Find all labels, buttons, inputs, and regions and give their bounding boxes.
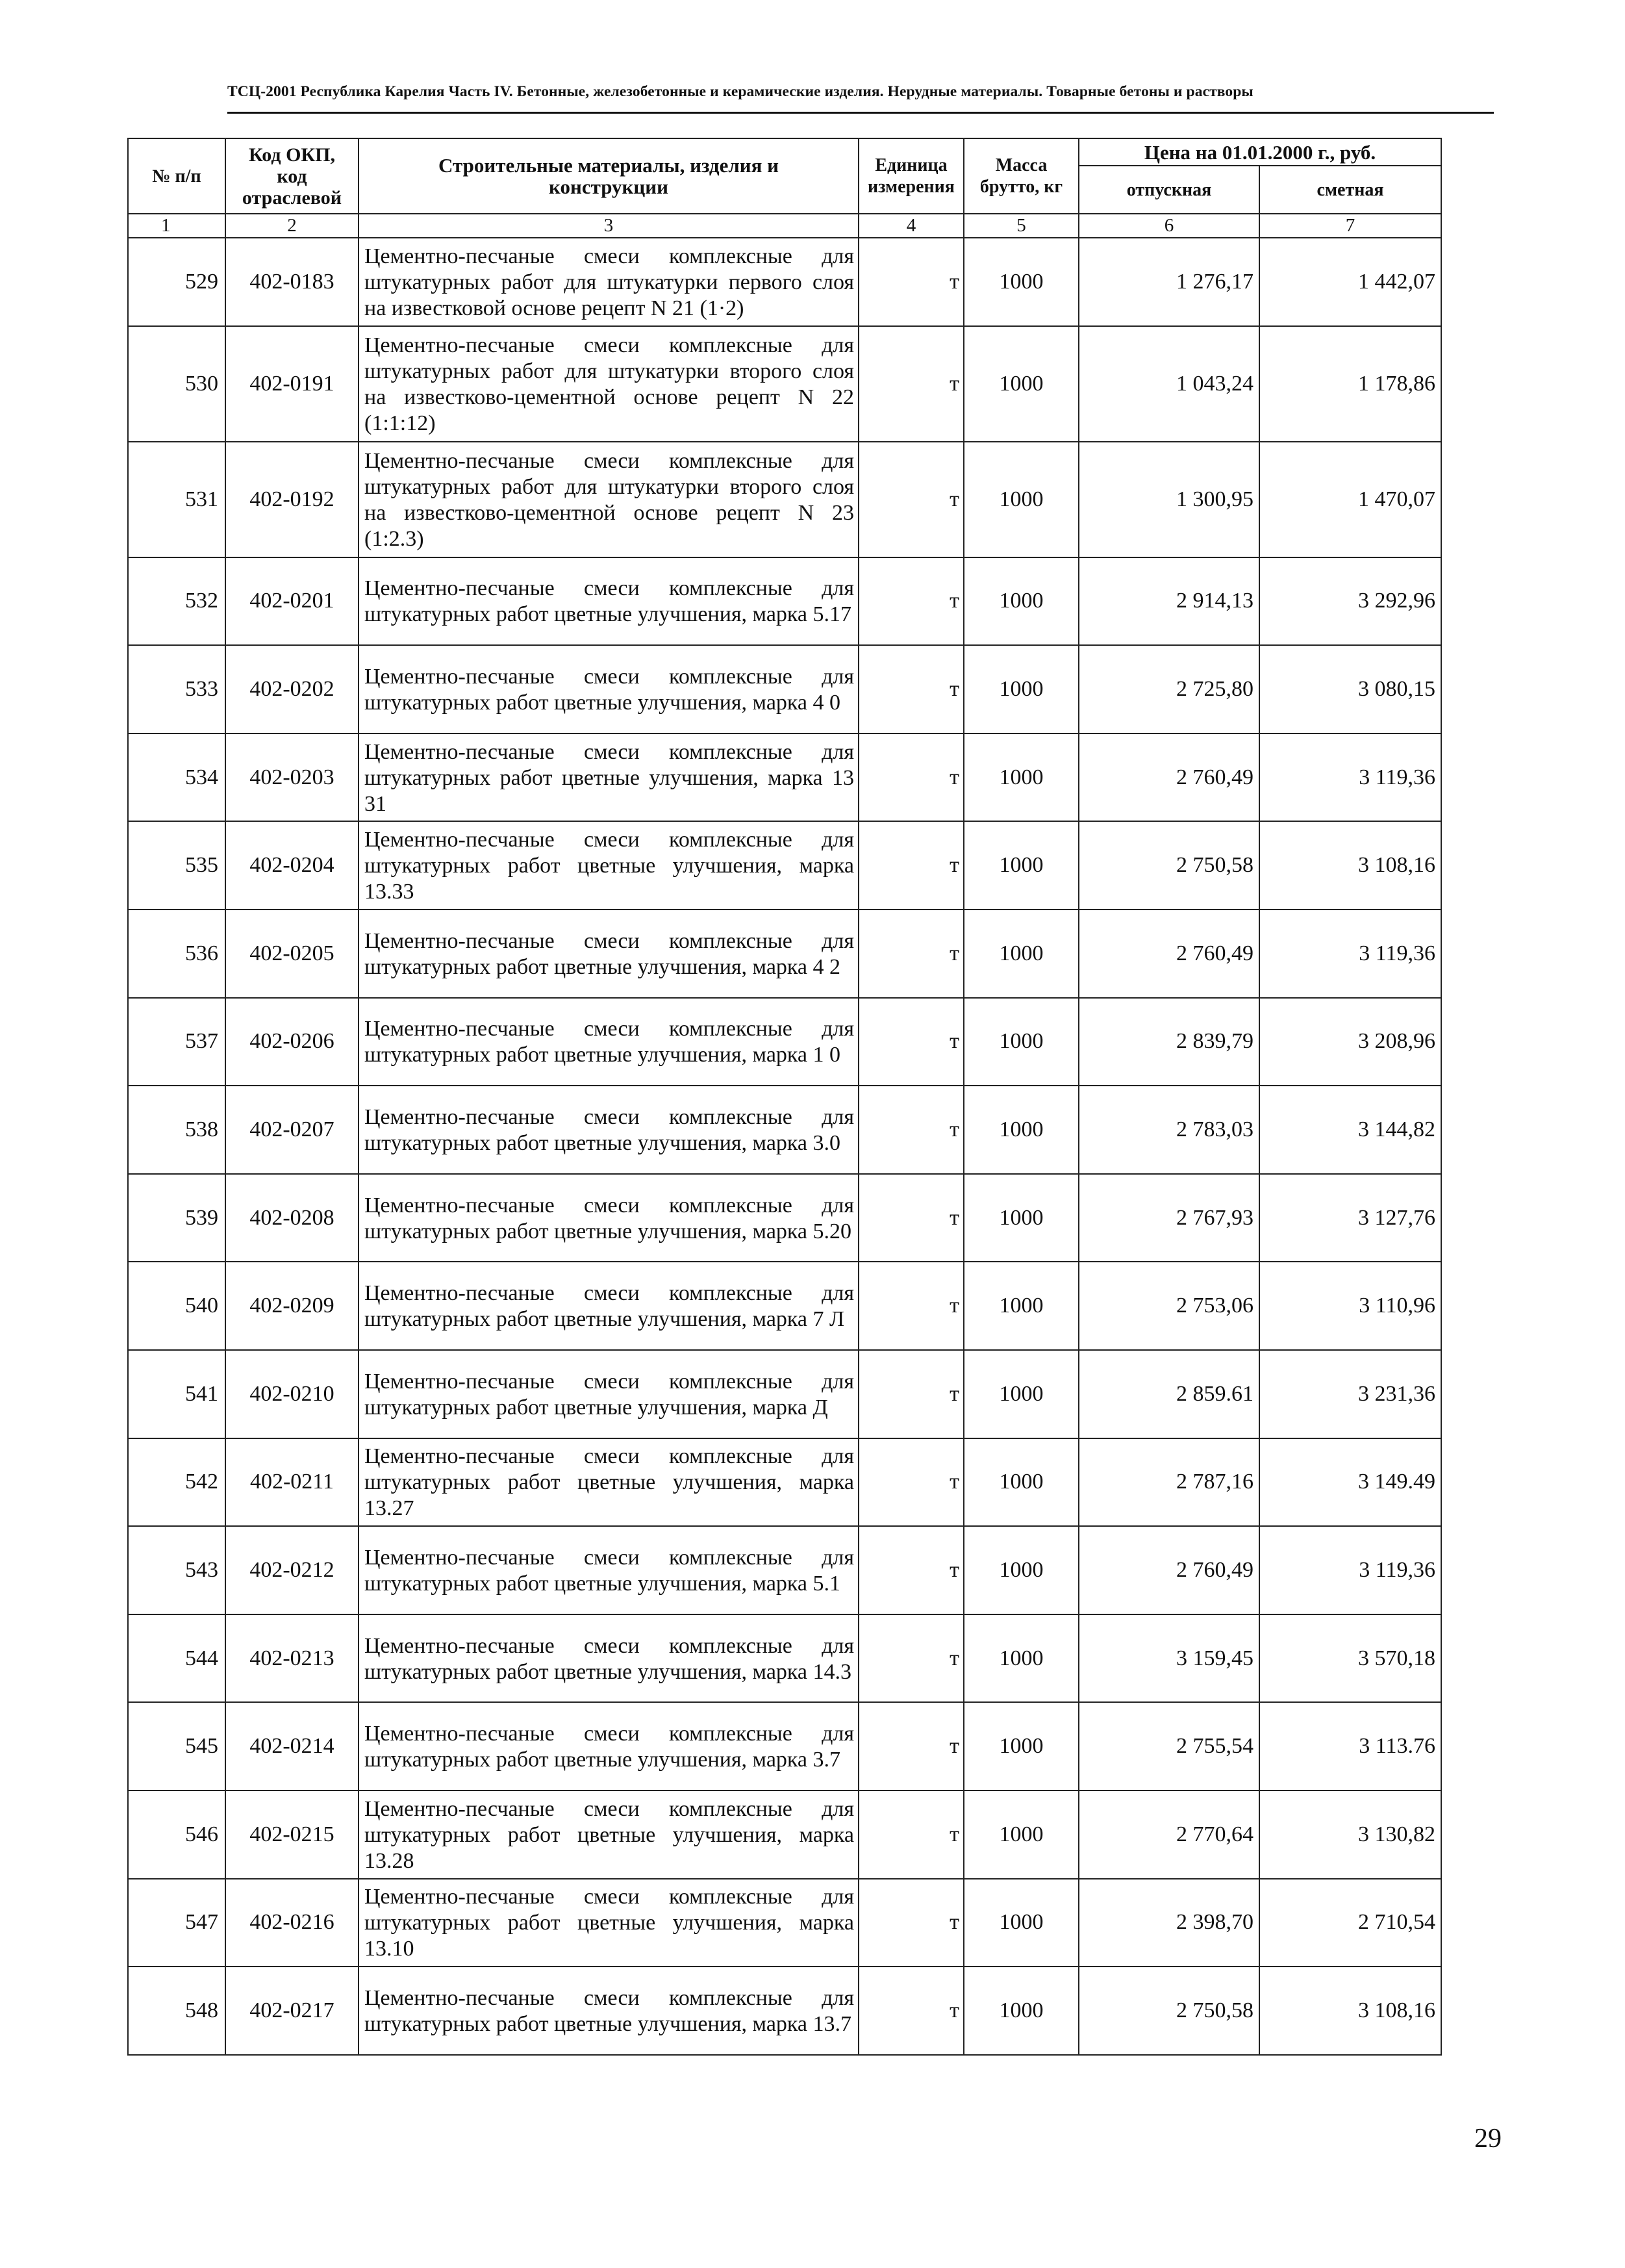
row-material-name: Цементно-песчаные смеси комплексные для штукатурных работ цветные улучшения, марка 5.17	[359, 557, 859, 646]
row-code: 402-0203	[225, 733, 359, 822]
row-number: 537	[128, 998, 225, 1086]
row-price-release: 1 043,24	[1079, 326, 1259, 442]
row-material-name: Цементно-песчаные смеси комплексные для штукатурных работ цветные улучшения, марка 13.10	[359, 1879, 859, 1967]
row-mass: 1000	[964, 1614, 1079, 1703]
row-price-release: 2 760,49	[1079, 733, 1259, 822]
row-mass: 1000	[964, 998, 1079, 1086]
row-mass: 1000	[964, 1174, 1079, 1262]
header-okp-line2: код	[277, 165, 307, 187]
column-number: 5	[964, 214, 1079, 238]
row-unit: т	[859, 1702, 964, 1790]
row-unit: т	[859, 1262, 964, 1350]
row-unit: т	[859, 1086, 964, 1174]
row-price-release: 2 767,93	[1079, 1174, 1259, 1262]
row-number: 542	[128, 1438, 225, 1527]
row-code: 402-0207	[225, 1086, 359, 1174]
row-code: 402-0206	[225, 998, 359, 1086]
row-code: 402-0211	[225, 1438, 359, 1527]
header-okp-line3: отраслевой	[242, 186, 342, 209]
row-price-estimate: 3 292,96	[1259, 557, 1441, 646]
row-price-estimate: 3 130,82	[1259, 1790, 1441, 1879]
row-number: 535	[128, 821, 225, 910]
column-number: 4	[859, 214, 964, 238]
row-material-name: Цементно-песчаные смеси комплексные для штукатурных работ цветные улучшения, марка 4 2	[359, 910, 859, 998]
row-price-release: 2 725,80	[1079, 645, 1259, 733]
header-price-estimate: сметная	[1259, 166, 1441, 214]
row-code: 402-0210	[225, 1350, 359, 1438]
row-price-estimate: 1 178,86	[1259, 326, 1441, 442]
row-price-estimate: 3 119,36	[1259, 910, 1441, 998]
table-row	[128, 326, 1441, 442]
row-mass: 1000	[964, 821, 1079, 910]
table-row	[128, 645, 1441, 733]
row-material-name: Цементно-песчаные смеси комплексные для штукатурных работ цветные улучшения, марка 7 Л	[359, 1262, 859, 1350]
row-unit: т	[859, 1438, 964, 1527]
row-price-estimate: 3 108,16	[1259, 1967, 1441, 2055]
row-unit: т	[859, 442, 964, 557]
row-code: 402-0212	[225, 1526, 359, 1614]
row-material-name: Цементно-песчаные смеси комплексные для штукатурных работ цветные улучшения, марка 3.7	[359, 1702, 859, 1790]
row-number: 539	[128, 1174, 225, 1262]
row-code: 402-0216	[225, 1879, 359, 1967]
column-number: 3	[359, 214, 859, 238]
row-code: 402-0213	[225, 1614, 359, 1703]
row-code: 402-0202	[225, 645, 359, 733]
row-price-release: 3 159,45	[1079, 1614, 1259, 1703]
row-material-name: Цементно-песчаные смеси комплексные для штукатурных работ цветные улучшения, марка 5.20	[359, 1174, 859, 1262]
row-price-release: 2 398,70	[1079, 1879, 1259, 1967]
row-code: 402-0204	[225, 821, 359, 910]
row-price-release: 2 859.61	[1079, 1350, 1259, 1438]
table-row	[128, 1526, 1441, 1614]
row-number: 533	[128, 645, 225, 733]
row-price-estimate: 3 144,82	[1259, 1086, 1441, 1174]
row-unit: т	[859, 1967, 964, 2055]
row-price-estimate: 3 080,15	[1259, 645, 1441, 733]
row-material-name: Цементно-песчаные смеси комплексные для штукатурных работ цветные улучшения, марка 13.28	[359, 1790, 859, 1879]
row-unit: т	[859, 1614, 964, 1703]
row-unit: т	[859, 1790, 964, 1879]
row-material-name: Цементно-песчаные смеси комплексные для штукатурных работ для штукатурки второго слоя на известково-цементной основе рецепт N 22 (1:1:12)	[359, 326, 859, 442]
table-row	[128, 557, 1441, 646]
row-material-name: Цементно-песчаные смеси комплексные для штукатурных работ цветные улучшения, марка 3.0	[359, 1086, 859, 1174]
row-number: 530	[128, 326, 225, 442]
row-price-release: 2 750,58	[1079, 1967, 1259, 2055]
header-material-name	[359, 138, 859, 214]
column-number-row	[128, 214, 1441, 238]
row-unit: т	[859, 557, 964, 646]
row-mass: 1000	[964, 1526, 1079, 1614]
column-number: 2	[225, 214, 359, 238]
row-material-name: Цементно-песчаные смеси комплексные для штукатурных работ для штукатурки первого слоя на известковой основе рецепт N 21 (1·2)	[359, 238, 859, 326]
row-material-name: Цементно-песчаные смеси комплексные для штукатурных работ цветные улучшения, марка 5.1	[359, 1526, 859, 1614]
row-price-estimate: 3 570,18	[1259, 1614, 1441, 1703]
row-unit: т	[859, 733, 964, 822]
header-unit-line2: измерения	[868, 177, 955, 197]
row-unit: т	[859, 1879, 964, 1967]
row-number: 531	[128, 442, 225, 557]
header-mass-line1: Масса	[995, 155, 1048, 175]
header-rule	[227, 112, 1494, 114]
row-mass: 1000	[964, 1879, 1079, 1967]
row-material-name: Цементно-песчаные смеси комплексные для штукатурных работ цветные улучшения, марка 13 31	[359, 733, 859, 822]
row-mass: 1000	[964, 1790, 1079, 1879]
row-price-release: 2 787,16	[1079, 1438, 1259, 1527]
row-price-estimate: 3 113.76	[1259, 1702, 1441, 1790]
row-number: 544	[128, 1614, 225, 1703]
row-number: 532	[128, 557, 225, 646]
row-material-name: Цементно-песчаные смеси комплексные для штукатурных работ цветные улучшения, марка 13.27	[359, 1438, 859, 1527]
row-unit: т	[859, 238, 964, 326]
row-mass: 1000	[964, 645, 1079, 733]
row-material-name: Цементно-песчаные смеси комплексные для штукатурных работ цветные улучшения, марка 4 0	[359, 645, 859, 733]
table-row	[128, 442, 1441, 557]
table-row	[128, 1086, 1441, 1174]
table-row	[128, 1350, 1441, 1438]
header-mass	[964, 138, 1079, 214]
price-table	[127, 138, 1442, 2056]
row-price-release: 2 750,58	[1079, 821, 1259, 910]
header-name-line1: Строительные материалы, изделия и	[438, 154, 779, 177]
row-number: 548	[128, 1967, 225, 2055]
table-row	[128, 1614, 1441, 1703]
row-unit: т	[859, 1350, 964, 1438]
row-code: 402-0183	[225, 238, 359, 326]
row-code: 402-0215	[225, 1790, 359, 1879]
row-price-release: 2 783,03	[1079, 1086, 1259, 1174]
row-unit: т	[859, 998, 964, 1086]
row-material-name: Цементно-песчаные смеси комплексные для штукатурных работ цветные улучшения, марка 13.7	[359, 1967, 859, 2055]
table-row	[128, 1702, 1441, 1790]
row-price-estimate: 3 231,36	[1259, 1350, 1441, 1438]
header-name-line2: конструкции	[549, 175, 668, 198]
row-mass: 1000	[964, 733, 1079, 822]
row-price-release: 2 753,06	[1079, 1262, 1259, 1350]
header-unit	[859, 138, 964, 214]
header-okp-code	[225, 138, 359, 214]
table-row	[128, 998, 1441, 1086]
row-mass: 1000	[964, 442, 1079, 557]
column-number: 6	[1079, 214, 1259, 238]
row-unit: т	[859, 1174, 964, 1262]
table-row	[128, 1879, 1441, 1967]
row-code: 402-0205	[225, 910, 359, 998]
row-mass: 1000	[964, 326, 1079, 442]
header-unit-line1: Единица	[875, 155, 948, 175]
row-price-release: 2 839,79	[1079, 998, 1259, 1086]
row-mass: 1000	[964, 910, 1079, 998]
row-price-estimate: 3 119,36	[1259, 733, 1441, 822]
row-material-name: Цементно-песчаные смеси комплексные для штукатурных работ цветные улучшения, марка 14.3	[359, 1614, 859, 1703]
row-code: 402-0191	[225, 326, 359, 442]
header-mass-line2: брутто, кг	[979, 177, 1063, 197]
table-row	[128, 1174, 1441, 1262]
row-mass: 1000	[964, 1350, 1079, 1438]
row-number: 547	[128, 1879, 225, 1967]
row-unit: т	[859, 1526, 964, 1614]
row-code: 402-0208	[225, 1174, 359, 1262]
row-price-release: 2 755,54	[1079, 1702, 1259, 1790]
row-price-estimate: 3 108,16	[1259, 821, 1441, 910]
column-number: 1	[128, 214, 225, 238]
row-price-estimate: 2 710,54	[1259, 1879, 1441, 1967]
row-number: 534	[128, 733, 225, 822]
table-row	[128, 910, 1441, 998]
row-code: 402-0201	[225, 557, 359, 646]
header-price-group: Цена на 01.01.2000 г., руб.	[1079, 138, 1441, 166]
row-price-release: 2 760,49	[1079, 1526, 1259, 1614]
table-row	[128, 238, 1441, 326]
header-price-release: отпускная	[1079, 166, 1259, 214]
row-price-estimate: 3 110,96	[1259, 1262, 1441, 1350]
table-row	[128, 1790, 1441, 1879]
row-price-release: 2 914,13	[1079, 557, 1259, 646]
column-number: 7	[1259, 214, 1441, 238]
table-row	[128, 1262, 1441, 1350]
row-material-name: Цементно-песчаные смеси комплексные для штукатурных работ для штукатурки второго слоя на известково-цементной основе рецепт N 23 (1:2.3)	[359, 442, 859, 557]
row-mass: 1000	[964, 1086, 1079, 1174]
row-number: 541	[128, 1350, 225, 1438]
row-price-release: 1 300,95	[1079, 442, 1259, 557]
row-mass: 1000	[964, 1967, 1079, 2055]
table-body	[128, 238, 1441, 2055]
row-number: 529	[128, 238, 225, 326]
row-number: 536	[128, 910, 225, 998]
row-code: 402-0217	[225, 1967, 359, 2055]
row-code: 402-0214	[225, 1702, 359, 1790]
row-price-release: 2 760,49	[1079, 910, 1259, 998]
page-number: 29	[1474, 2124, 1502, 2154]
row-price-estimate: 3 119,36	[1259, 1526, 1441, 1614]
row-unit: т	[859, 645, 964, 733]
row-material-name: Цементно-песчаные смеси комплексные для штукатурных работ цветные улучшения, марка Д	[359, 1350, 859, 1438]
row-unit: т	[859, 326, 964, 442]
row-material-name: Цементно-песчаные смеси комплексные для штукатурных работ цветные улучшения, марка 13.33	[359, 821, 859, 910]
row-price-estimate: 1 442,07	[1259, 238, 1441, 326]
table-row	[128, 821, 1441, 910]
row-number: 543	[128, 1526, 225, 1614]
header-num: № п/п	[128, 138, 225, 214]
row-number: 545	[128, 1702, 225, 1790]
row-unit: т	[859, 821, 964, 910]
row-number: 538	[128, 1086, 225, 1174]
row-mass: 1000	[964, 1438, 1079, 1527]
row-code: 402-0209	[225, 1262, 359, 1350]
row-unit: т	[859, 910, 964, 998]
row-price-estimate: 1 470,07	[1259, 442, 1441, 557]
row-price-estimate: 3 127,76	[1259, 1174, 1441, 1262]
table-row	[128, 733, 1441, 822]
row-price-release: 2 770,64	[1079, 1790, 1259, 1879]
row-number: 546	[128, 1790, 225, 1879]
row-mass: 1000	[964, 238, 1079, 326]
row-price-estimate: 3 208,96	[1259, 998, 1441, 1086]
row-code: 402-0192	[225, 442, 359, 557]
table-row	[128, 1438, 1441, 1527]
row-mass: 1000	[964, 557, 1079, 646]
row-price-release: 1 276,17	[1079, 238, 1259, 326]
row-mass: 1000	[964, 1702, 1079, 1790]
row-material-name: Цементно-песчаные смеси комплексные для штукатурных работ цветные улучшения, марка 1 0	[359, 998, 859, 1086]
header-okp-line1: Код ОКП,	[249, 144, 335, 166]
running-header: ТСЦ-2001 Республика Карелия Часть IV. Бетонные, железобетонные и керамические изделия. Нерудные материалы. Товарные бетоны и растворы	[227, 83, 1253, 100]
table-row	[128, 1967, 1441, 2055]
row-mass: 1000	[964, 1262, 1079, 1350]
row-number: 540	[128, 1262, 225, 1350]
row-price-estimate: 3 149.49	[1259, 1438, 1441, 1527]
